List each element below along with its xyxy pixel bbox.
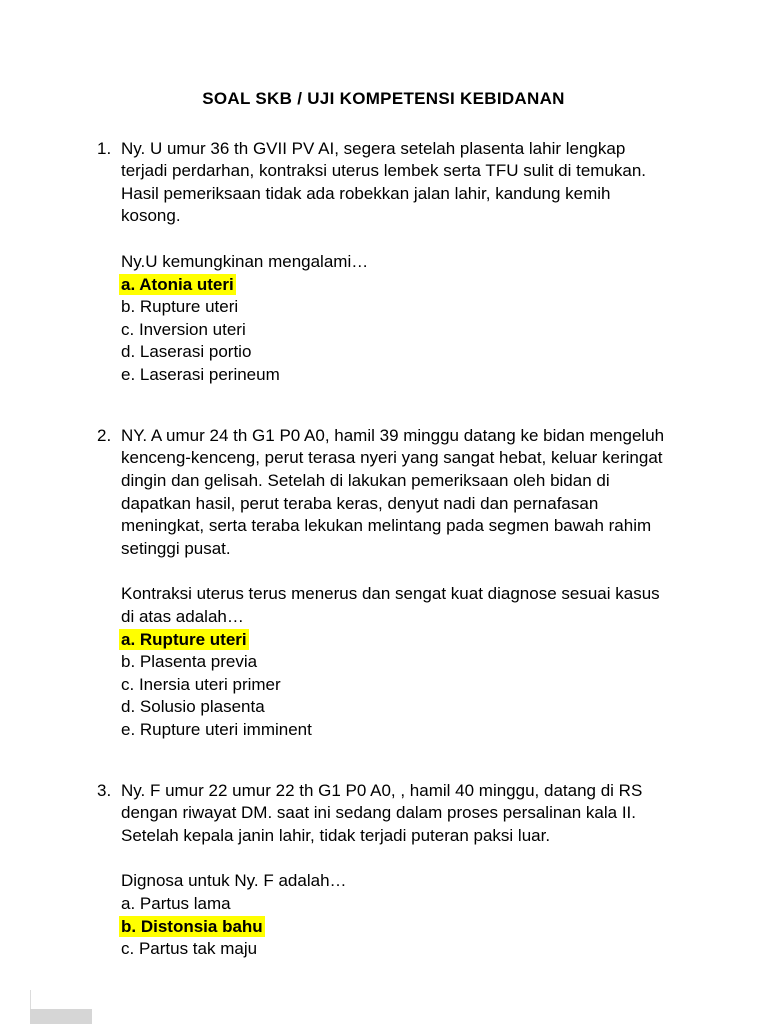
answer-option-label: a. Rupture uteri [121,629,247,649]
question-number: 1. [97,138,112,158]
question-block [97,138,670,387]
answer-options [97,629,670,742]
answer-option [121,696,670,719]
question-body-text: Ny. F umur 22 umur 22 th G1 P0 A0, , hamil 40 minggu, datang di RS dengan riwayat DM. saat ini sedang dalam proses persalinan kala II. Setelah kepala janin lahir, tidak terjadi puteran paksi luar. [121,780,643,845]
answer-option [121,938,670,961]
question-number: 3. [97,780,112,800]
question-text [97,780,670,848]
answer-option [121,916,670,939]
answer-option-label: a. Partus lama [121,894,231,914]
answer-option-label: b. Plasenta previa [121,652,258,672]
answer-option [121,319,670,342]
answer-option-label: c. Inversion uteri [121,319,246,339]
answer-options [97,893,670,961]
question-block [97,780,670,961]
question-body-text: Ny. U umur 36 th GVII PV AI, segera setelah plasenta lahir lengkap terjadi perdarhan, kontraksi uterus lembek serta TFU sulit di temukan. Hasil pemeriksaan tidak ada robekkan jalan lahir, kandung kemih kosong. [121,138,647,226]
answer-option [121,364,670,387]
question-text [97,138,670,228]
question-body-text: NY. A umur 24 th G1 P0 A0, hamil 39 minggu datang ke bidan mengeluh kenceng-kenceng, perut terasa nyeri yang sangat hebat, keluar keringat dingin dan gelisah. Setelah di lakukan pemeriksaan oleh bidan di dapatkan hasil, perut teraba keras, denyut nadi dan pernafasan meningkat, serta teraba lekukan melintang pada segmen bawah rahim setinggi pusat. [121,425,665,558]
answer-option [121,296,670,319]
answer-option-label: b. Rupture uteri [121,297,239,317]
question-number: 2. [97,425,112,445]
question-block [97,425,670,742]
answer-option [121,274,670,297]
answer-option-label: b. Distonsia bahu [121,916,263,936]
answer-option [121,629,670,652]
answer-option-label: c. Inersia uteri primer [121,674,281,694]
answer-option-label: a. Atonia uteri [121,274,234,294]
answer-option-label: e. Rupture uteri imminent [121,720,312,740]
answer-option-label: e. Laserasi perineum [121,365,280,385]
question-prompt: Dignosa untuk Ny. F adalah… [121,871,347,891]
answer-option [121,674,670,697]
answer-option-label: c. Partus tak maju [121,939,258,959]
document-title: SOAL SKB / UJI KOMPETENSI KEBIDANAN [202,89,565,108]
page-edge-artifact [30,1009,92,1024]
answer-option [121,341,670,364]
question-prompt: Kontraksi uterus terus menerus dan sengat kuat diagnose sesuai kasus di atas adalah… [121,584,660,626]
answer-option [121,893,670,916]
question-prompt: Ny.U kemungkinan mengalami… [121,252,369,272]
answer-option [121,719,670,742]
answer-options [97,274,670,387]
question-text [97,425,670,561]
answer-option [121,651,670,674]
answer-option-label: d. Solusio plasenta [121,697,265,717]
answer-option-label: d. Laserasi portio [121,342,252,362]
